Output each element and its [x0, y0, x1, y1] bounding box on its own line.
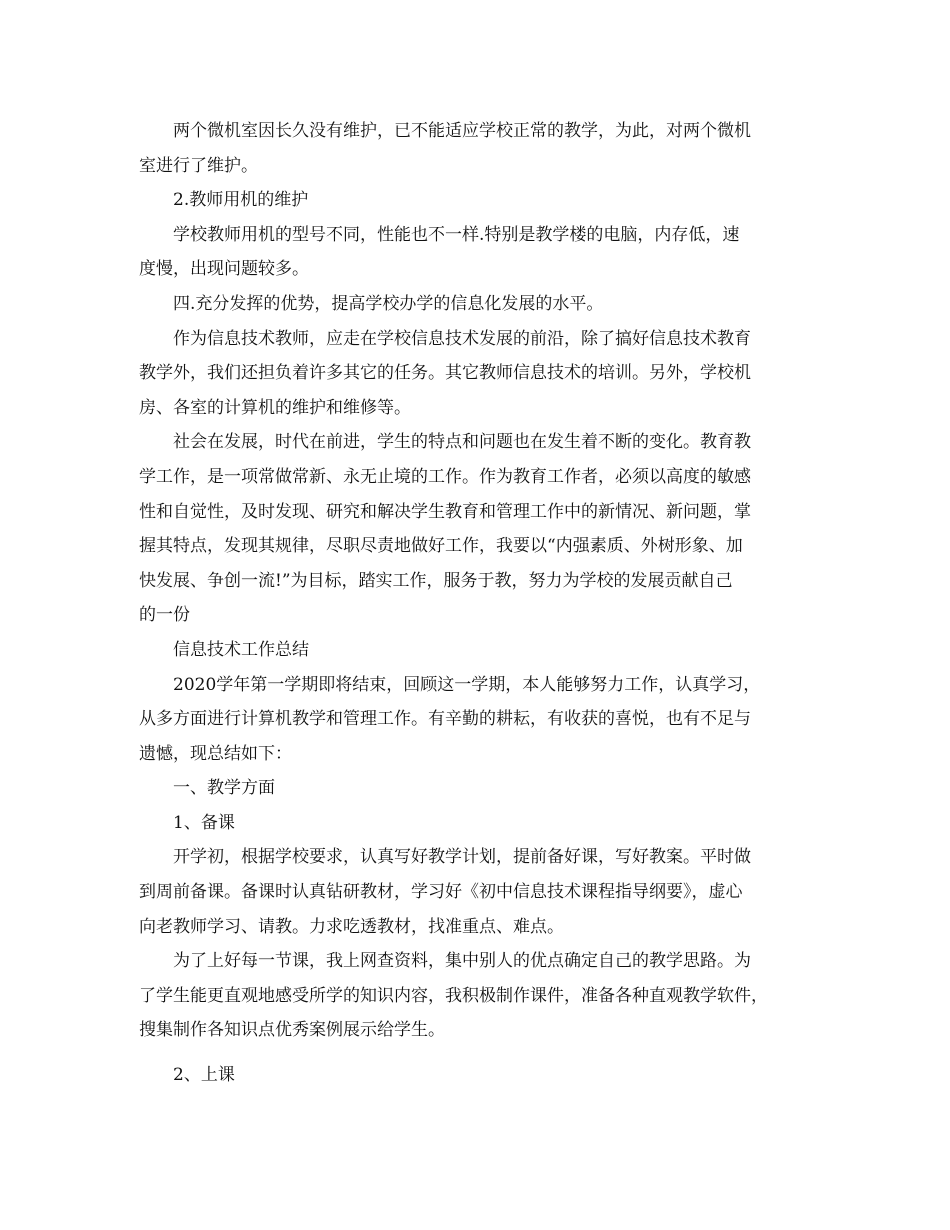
paragraph-line: 作为信息技术教师，应走在学校信息技术发展的前沿，除了搞好信息技术教育: [173, 328, 751, 349]
paragraph-line: 度慢，出现问题较多。: [139, 259, 309, 280]
paragraph-line: 学工作，是一项常做常新、永无止境的工作。作为教育工作者，必须以高度的敏感: [139, 466, 751, 487]
section-heading: 一、教学方面: [173, 778, 275, 799]
section-heading: 四.充分发挥的优势，提高学校办学的信息化发展的水平。: [173, 293, 604, 314]
paragraph-line: 2020学年第一学期即将结束，回顾这一学期，本人能够努力工作，认真学习，: [173, 674, 761, 695]
paragraph-line: 了学生能更直观地感受所学的知识内容，我积极制作课件，准备各种直观教学软件，: [139, 985, 768, 1006]
paragraph-line: 房、各室的计算机的维护和维修等。: [139, 397, 411, 418]
paragraph-line: 开学初，根据学校要求，认真写好教学计划，提前备好课，写好教案。平时做: [173, 847, 751, 868]
paragraph-line: 的一份: [139, 605, 190, 626]
paragraph-gap: [139, 1048, 819, 1058]
subsection-heading: 1、备课: [173, 812, 235, 833]
section-heading: 2.教师用机的维护: [173, 190, 309, 211]
paragraph-line: 从多方面进行计算机教学和管理工作。有辛勤的耕耘，有收获的喜悦，也有不足与: [139, 709, 751, 730]
document-body: [139, 114, 819, 1093]
paragraph-line: 向老教师学习、请教。力求吃透教材，找准重点、难点。: [139, 916, 564, 937]
paragraph-line: 性和自觉性，及时发现、研究和解决学生教育和管理工作中的新情况、新问题，掌: [139, 501, 751, 522]
paragraph-line: 为了上好每一节课，我上网查资料，集中别人的优点确定自己的教学思路。为: [173, 951, 751, 972]
paragraph-line: 社会在发展，时代在前进，学生的特点和问题也在发生着不断的变化。教育教: [173, 432, 751, 453]
paragraph-line: 室进行了维护。: [139, 155, 258, 176]
paragraph-line: 快发展、争创一流!”为目标，踏实工作，服务于教，努力为学校的发展贡献自己: [139, 570, 733, 591]
paragraph-line: 到周前备课。备课时认真钻研教材，学习好《初中信息技术课程指导纲要》，虚心: [139, 882, 743, 903]
paragraph-line: 学校教师用机的型号不同，性能也不一样.特别是教学楼的电脑，内存低，速: [173, 224, 740, 245]
paragraph-line: 遗憾，现总结如下：: [139, 743, 292, 764]
paragraph-line: 教学外，我们还担负着许多其它的任务。其它教师信息技术的培训。另外，学校机: [139, 363, 751, 384]
paragraph-line: 握其特点，发现其规律，尽职尽责地做好工作，我要以“内强素质、外树形象、加: [139, 536, 743, 557]
paragraph-line: 两个微机室因长久没有维护，已不能适应学校正常的教学，为此，对两个微机: [173, 121, 751, 141]
document-title: 信息技术工作总结: [173, 639, 309, 660]
subsection-heading: 2、上课: [173, 1065, 235, 1086]
paragraph-line: 搜集制作各知识点优秀案例展示给学生。: [139, 1020, 445, 1041]
